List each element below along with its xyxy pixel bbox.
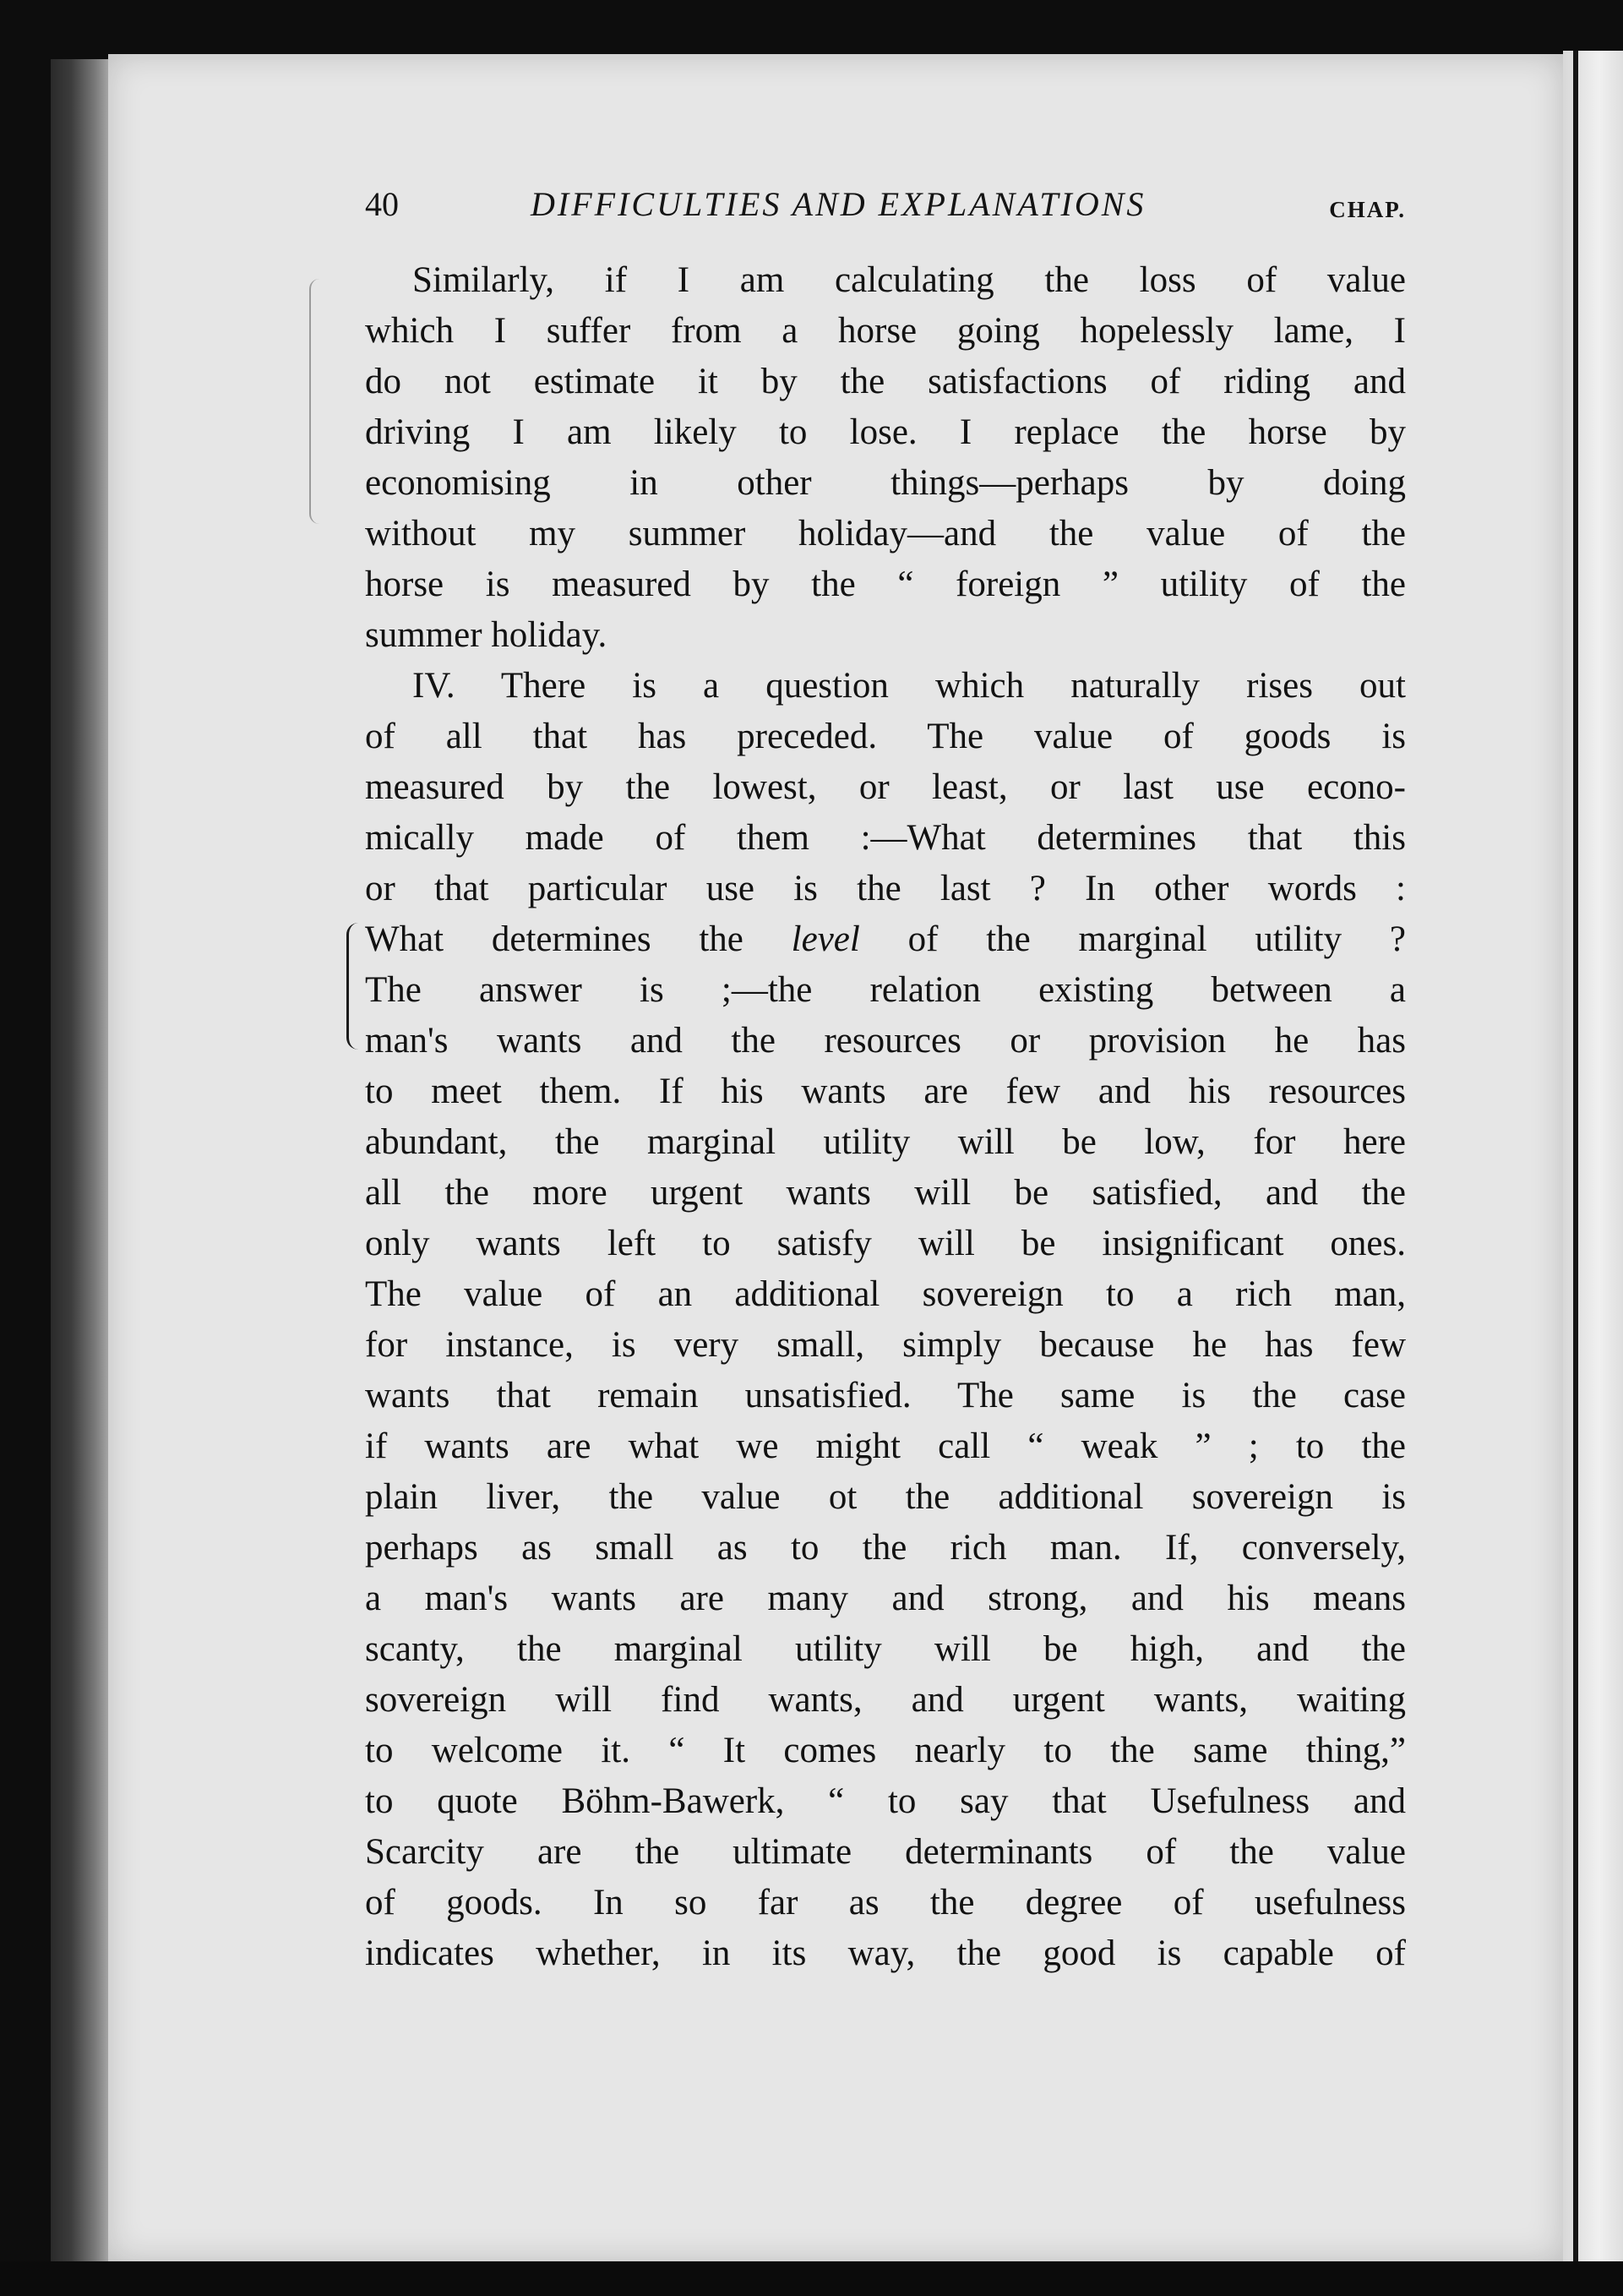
text-line: Scarcity are the ultimate determinants of the value [365,1832,1406,1872]
text-line: man's wants and the resources or provision he has [365,1021,1406,1061]
text-line: economising in other things—perhaps by doing [365,463,1406,503]
text-line: plain liver, the value ot the additional sovereign is [365,1477,1406,1517]
text-line: or that particular use is the last ? In other words : [365,869,1406,908]
text-line: summer holiday. [365,615,607,655]
text-line-with-emphasis [365,914,1406,965]
text-line: a man's wants are many and strong, and his means [365,1579,1406,1618]
text-line: to meet them. If his wants are few and his resources [365,1072,1406,1111]
text-line: sovereign will find wants, and urgent wants, waiting [365,1680,1406,1720]
text-line: to quote Böhm-Bawerk, “ to say that Usefulness and [365,1781,1406,1821]
emphasized-word: level [791,919,860,959]
body-text [365,255,1406,1979]
text-line: all the more urgent wants will be satisfied, and the [365,1173,1406,1213]
text-line: of goods. In so far as the degree of usefulness [365,1883,1406,1922]
text-line: do not estimate it by the satisfactions of riding and [365,362,1406,401]
text-line: abundant, the marginal utility will be low, for here [365,1122,1406,1162]
text-line: mically made of them :—What determines that this [365,818,1406,858]
bottom-scan-border [0,2261,1623,2296]
text-line: for instance, is very small, simply because he has few [365,1325,1406,1365]
page-number: 40 [365,185,399,223]
text-line: wants that remain unsatisfied. The same is the case [365,1376,1406,1415]
text-segment: of the marginal utility ? [907,919,1406,959]
text-segment: What determines the [365,919,743,959]
chapter-label: CHAP. [1329,197,1406,222]
right-page-edge [1563,51,1623,2296]
running-head: DIFFICULTIES AND EXPLANATIONS [531,185,1146,223]
right-edge-shadow-line [1573,51,1578,2290]
text-line: perhaps as small as to the rich man. If, conversely, [365,1528,1406,1568]
text-line: of all that has preceded. The value of goods is [365,717,1406,756]
text-line: The value of an additional sovereign to a rich man, [365,1274,1406,1314]
margin-pencil-mark [309,279,319,524]
text-line: horse is measured by the “ foreign ” utility of the [365,564,1406,604]
margin-bracket-mark [346,923,364,1050]
text-line: scanty, the marginal utility will be high, and the [365,1629,1406,1669]
page-header [365,179,1406,230]
text-line: IV. There is a question which naturally rises out [412,666,1406,706]
text-line: indicates whether, in its way, the good is capable of [365,1933,1406,1973]
text-line: only wants left to satisfy will be insignificant ones. [365,1224,1406,1263]
text-line: Similarly, if I am calculating the loss of value [412,260,1406,300]
text-line: which I suffer from a horse going hopelessly lame, I [365,311,1406,351]
text-line: if wants are what we might call “ weak ” ; to the [365,1426,1406,1466]
text-line: measured by the lowest, or least, or last use econo- [365,767,1406,807]
text-line: without my summer holiday—and the value of the [365,514,1406,554]
text-line: The answer is ;—the relation existing between a [365,970,1406,1010]
text-line: to welcome it. “ It comes nearly to the same thing,” [365,1731,1406,1770]
text-line: driving I am likely to lose. I replace the horse by [365,412,1406,452]
